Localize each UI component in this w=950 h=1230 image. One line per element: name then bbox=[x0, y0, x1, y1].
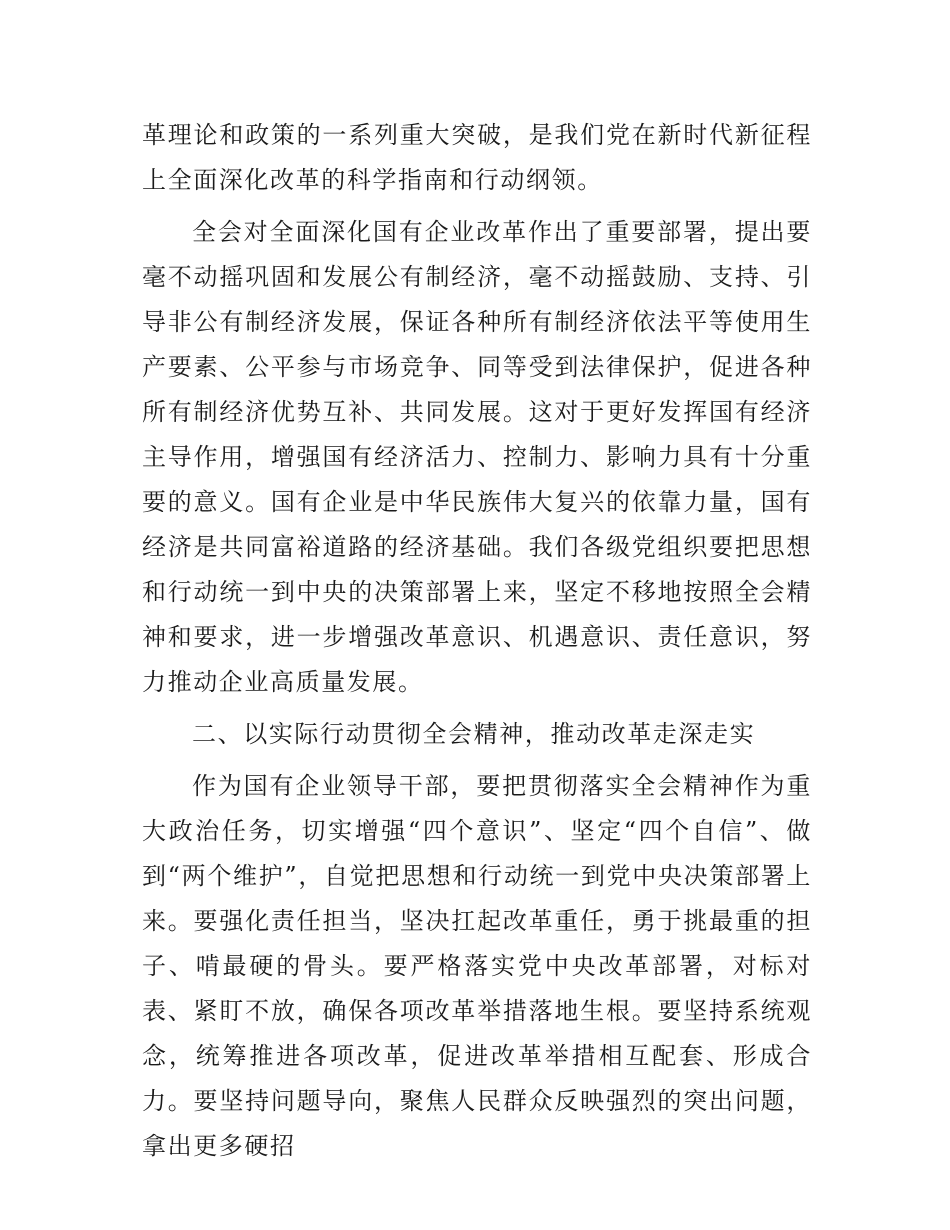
section-heading-two: 二、以实际行动贯彻全会精神，推动改革走深走实 bbox=[192, 720, 756, 748]
paragraph-continued: 革理论和政策的一系列重大突破，是我们党在新时代新征程上全面深化改革的科学指南和行动纲领。 bbox=[142, 121, 812, 194]
paragraph-reform-deployment: 全会对全面深化国有企业改革作出了重要部署，提出要毫不动摇巩固和发展公有制经济，毫不动摇鼓励、支持、引导非公有制经济发展，保证各种所有制经济依法平等使用生产要素、公平参与市场竞争、同等受到法律保护，促进各种所有制经济优势互补、共同发展。这对于更好发挥国有经济主导作用，增强国有经济活力、控制力、影响力具有十分重要的意义。国有企业是中华民族伟大复兴的依靠力量，国有经济是共同富裕道路的经济基础。我们各级党组织要把思想和行动统一到中央的决策部署上来，坚定不移地按照全会精神和要求，进一步增强改革意识、机遇意识、责任意识，努力推动企业高质量发展。 bbox=[142, 218, 812, 696]
paragraph-implementation: 作为国有企业领导干部，要把贯彻落实全会精神作为重大政治任务，切实增强“四个意识”、坚定“四个自信”、做到“两个维护”，自觉把思想和行动统一到党中央决策部署上来。要强化责任担当，坚决扛起改革重任，勇于挑最重的担子、啃最硬的骨头。要严格落实党中央改革部署，对标对表、紧盯不放，确保各项改革举措落地生根。要坚持系统观念，统筹推进各项改革，促进改革举措相互配套、形成合力。要坚持问题导向，聚焦人民群众反映强烈的突出问题，拿出更多硬招 bbox=[142, 772, 812, 1160]
document-body bbox=[142, 113, 812, 1169]
